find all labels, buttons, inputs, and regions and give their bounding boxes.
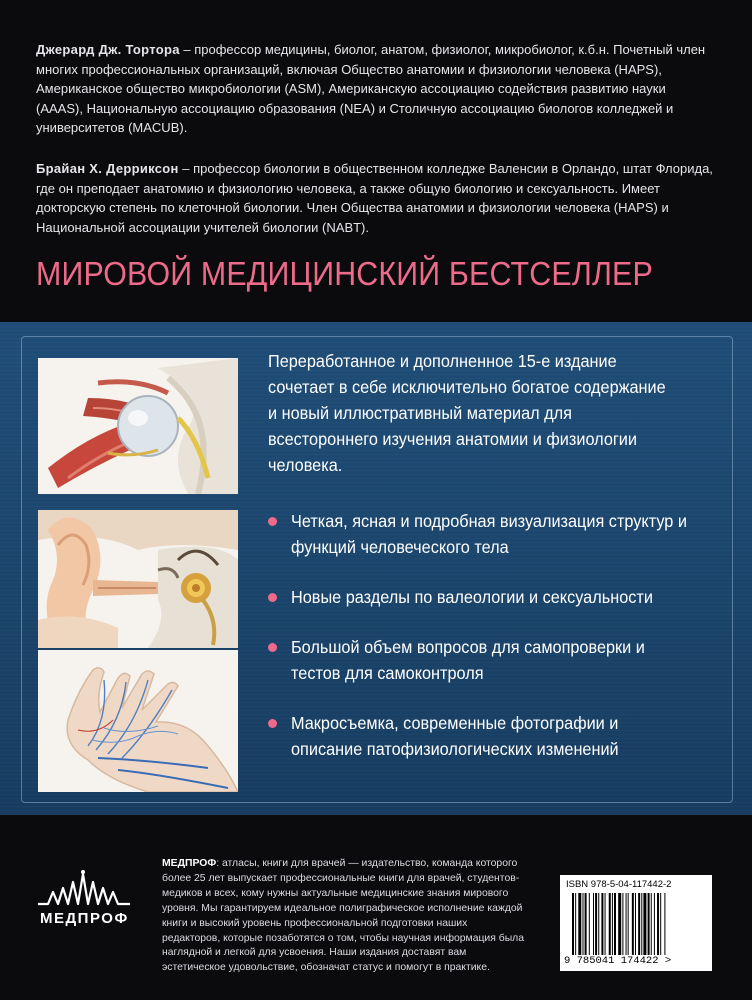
author-bio-text: – профессор биологии в общественном колледже Валенсии в Орландо, штат Флорида, где он преподает анатомию и физиологию человека, а также общую биологию и сексуальность. Имеет докторскую степень по клеточной биологии. Член Общества анатомии и физиологии человека (HAPS) и Национальной ассоциации учителей биологии (NABT). — [36, 161, 713, 235]
feature-text: Четкая, ясная и подробная визуализация структур и функций человеческого тела — [291, 511, 687, 557]
list-item — [268, 584, 718, 610]
author-bio-tortora — [36, 40, 716, 138]
logo-text: МЕДПРОФ — [40, 910, 129, 927]
medprof-logo-icon — [36, 868, 132, 908]
author-bio-derrickson — [36, 159, 716, 237]
bullet-icon — [268, 719, 277, 728]
barcode-bar — [583, 893, 584, 955]
barcode-bar — [609, 893, 611, 955]
feature-text: Макросъемка, современные фотографии и описание патофизиологических изменений — [291, 713, 619, 759]
bullet-icon — [268, 593, 277, 602]
author-name: Джерард Дж. Тортора — [36, 42, 180, 57]
features-panel — [0, 322, 752, 815]
barcode-bar — [595, 893, 597, 955]
barcode-bar — [628, 893, 629, 955]
barcode-bar — [651, 893, 652, 955]
barcode-bar — [664, 893, 665, 955]
list-item — [268, 508, 718, 560]
barcode-bar — [598, 893, 599, 955]
feature-text: Большой объем вопросов для самопроверки и тестов для самоконтроля — [291, 637, 645, 683]
barcode-bar — [622, 893, 623, 955]
barcode-bar — [654, 893, 655, 955]
barcode-bar — [638, 893, 640, 955]
eye-anatomy-illustration — [38, 358, 238, 494]
barcode-bar — [632, 893, 634, 955]
barcode-bar — [641, 893, 642, 955]
barcode-bar — [660, 893, 661, 955]
publisher-text: : атласы, книги для врачей — издательство, команда которого более 25 лет выпускает профессиональные книги для врачей, студентов-медиков и всех, кому нужны актуальные медицинские знания мирового уровня. Мы гарантируем идеальное полиграфическое исполнение каждой книги и высокий уровень профессиональной подготовки наших редакторов, которые позаботятся о том, чтобы научная информация была наглядной и легкой для усвоения. Наши издания доставят вам эстетическое удовольствие, обозначат статус и помогут в практике. — [162, 858, 525, 974]
barcode-bar — [572, 893, 574, 955]
barcode-bar — [635, 893, 636, 955]
barcode-bar — [612, 893, 613, 955]
bullet-icon — [268, 643, 277, 652]
barcode-bar — [585, 893, 587, 955]
barcode-bar — [643, 893, 646, 955]
publisher-name: МЕДПРОФ — [162, 858, 217, 869]
ean-number: 9 785041 174422 > — [564, 955, 672, 967]
barcode-bar — [614, 893, 616, 955]
isbn-label: ISBN 978-5-04-117442-2 — [566, 879, 672, 890]
intro-paragraph: Переработанное и дополненное 15-е издание сочетает в себе исключительно богатое содержание и новый иллюстративный материал для всестороннего изучения анатомии и физиологии человека. — [268, 351, 666, 475]
ear-anatomy-illustration — [38, 510, 238, 648]
barcode-bar — [626, 893, 627, 955]
feature-text: Новые разделы по валеологии и сексуальности — [291, 587, 653, 607]
barcode-bars — [572, 893, 700, 955]
headline: МИРОВОЙ МЕДИЦИНСКИЙ БЕСТСЕЛЛЕР — [36, 255, 653, 292]
barcode-bar — [593, 893, 594, 955]
bullet-icon — [268, 517, 277, 526]
barcode-bar — [605, 893, 606, 955]
barcode-bar — [618, 893, 621, 955]
barcode-bar — [589, 893, 590, 955]
list-item — [268, 634, 718, 686]
barcode-bar — [601, 893, 603, 955]
publisher-description — [162, 857, 528, 976]
barcode-bar — [648, 893, 650, 955]
barcode-bar — [575, 893, 576, 955]
barcode-bar — [657, 893, 659, 955]
hand-anatomy-illustration — [38, 650, 238, 792]
author-bio-text: – профессор медицины, биолог, анатом, физиолог, микробиолог, к.б.н. Почетный член многих профессиональных организаций, включая Общество анатомии и физиологии человека (HAPS), Американское общество микробиологии (ASM), Американскую ассоциацию содействия развитию науки (AAAS), Национальную ассоциацию образования (NEA) и Столичную ассоциацию биологов колледжей и университетов (MACUB). — [36, 42, 706, 136]
author-name: Брайан Х. Дерриксон — [36, 161, 179, 176]
list-item — [268, 710, 718, 762]
barcode — [560, 875, 712, 971]
barcode-bar — [578, 893, 581, 955]
